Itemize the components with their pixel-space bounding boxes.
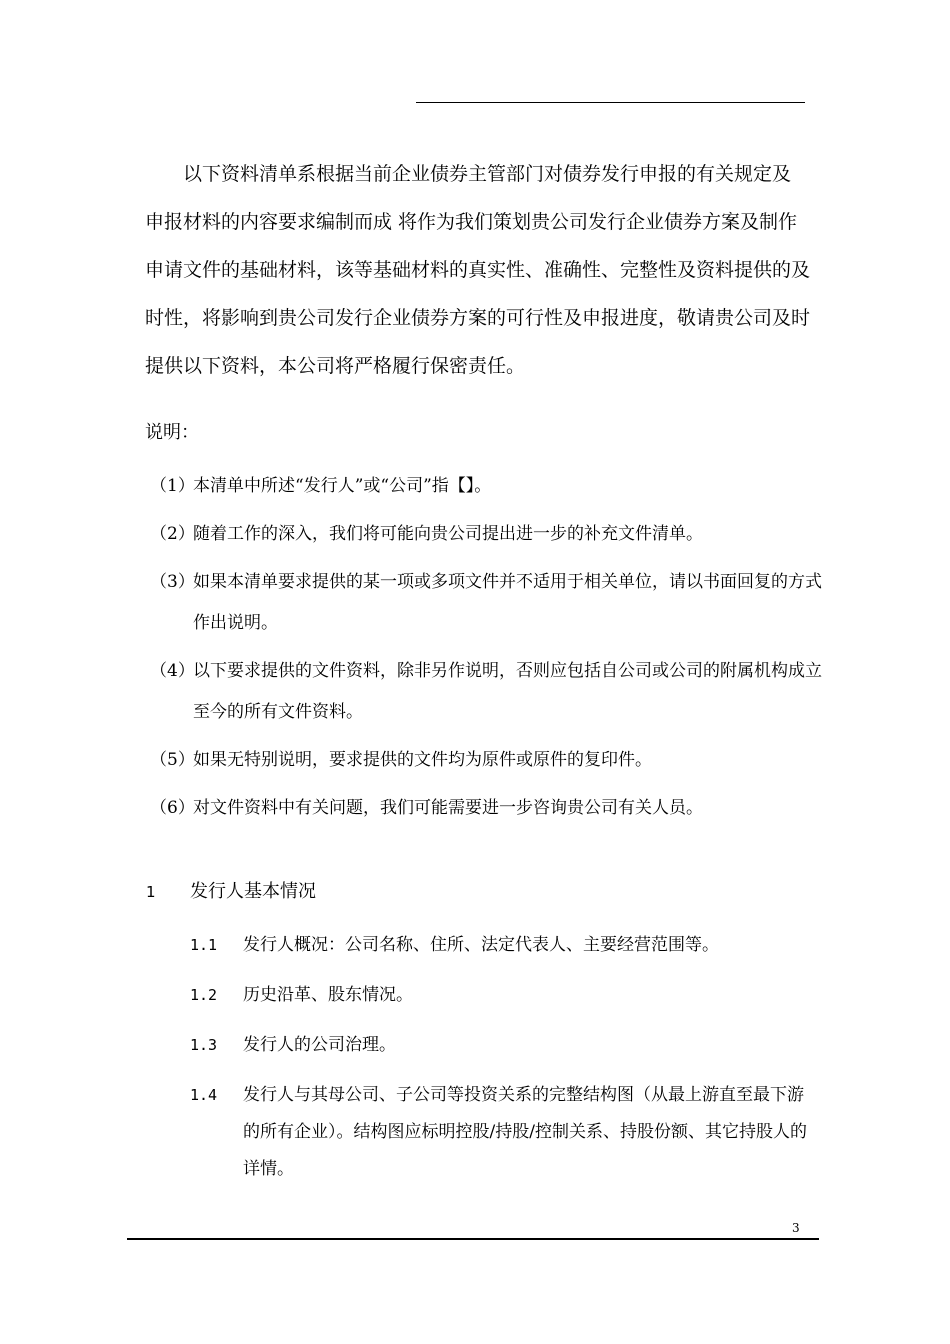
note-number: （4） [150, 661, 195, 681]
note-number: （5） [150, 750, 195, 770]
section-item-text: 发行人的公司治理。 [243, 1035, 396, 1055]
note-item [145, 466, 825, 507]
section-item-number: 1.4 [190, 1086, 218, 1104]
section-item [190, 1077, 820, 1188]
note-number: （1） [150, 476, 195, 496]
note-text: 随着工作的深入，我们将可能向贵公司提出进一步的补充文件清单。 [193, 524, 703, 544]
note-item [145, 651, 825, 733]
note-item [145, 514, 825, 555]
section-title: 发行人基本情况 [190, 881, 316, 902]
notes-list [145, 466, 825, 836]
section-item-text: 发行人与其母公司、子公司等投资关系的完整结构图（从最上游直至最下游的所有企业）。结构图应标明控股/持股/控制关系、持股份额、其它持股人的详情。 [243, 1085, 807, 1179]
section-items [190, 927, 820, 1201]
intro-line: 申请文件的基础材料，该等基础材料的真实性、准确性、完整性及资料提供的及 [145, 259, 811, 281]
intro-line: 时性，将影响到贵公司发行企业债券方案的可行性及申报进度，敬请贵公司及时 [145, 307, 811, 329]
footer-rule [127, 1238, 819, 1240]
note-number: （3） [150, 572, 195, 592]
note-number: （6） [150, 798, 195, 818]
header-rule [416, 102, 805, 103]
section-item-number: 1.1 [190, 936, 218, 954]
note-text: 本清单中所述“发行人”或“公司”指【】。 [193, 476, 492, 496]
section-item [190, 1027, 820, 1064]
note-text: 如果本清单要求提供的某一项或多项文件并不适用于相关单位，请以书面回复的方式作出说明。 [193, 572, 822, 633]
note-number: （2） [150, 524, 195, 544]
intro-line: 提供以下资料，本公司将严格履行保密责任。 [145, 355, 526, 377]
note-item [145, 740, 825, 781]
note-text: 如果无特别说明，要求提供的文件均为原件或原件的复印件。 [193, 750, 652, 770]
section-item-text: 发行人概况：公司名称、住所、法定代表人、主要经营范围等。 [243, 935, 719, 955]
section-number: 1 [146, 883, 156, 901]
section-item-number: 1.3 [190, 1036, 218, 1054]
section-item [190, 927, 820, 964]
section-item-number: 1.2 [190, 986, 218, 1004]
note-text: 以下要求提供的文件资料，除非另作说明，否则应包括自公司或公司的附属机构成立至今的所有文件资料。 [193, 661, 822, 722]
page-number: 3 [792, 1221, 800, 1235]
note-text: 对文件资料中有关问题，我们可能需要进一步咨询贵公司有关人员。 [193, 798, 703, 818]
section-heading [146, 877, 316, 907]
intro-paragraph [145, 150, 817, 390]
intro-line: 申报材料的内容要求编制而成 将作为我们策划贵公司发行企业债券方案及制作 [145, 211, 798, 233]
intro-line: 以下资料清单系根据当前企业债券主管部门对债券发行申报的有关规定及 [183, 163, 792, 185]
section-item-text: 历史沿革、股东情况。 [243, 985, 413, 1005]
section-item [190, 977, 820, 1014]
notes-title: 说明： [145, 422, 199, 443]
note-item [145, 788, 825, 829]
note-item [145, 562, 825, 644]
